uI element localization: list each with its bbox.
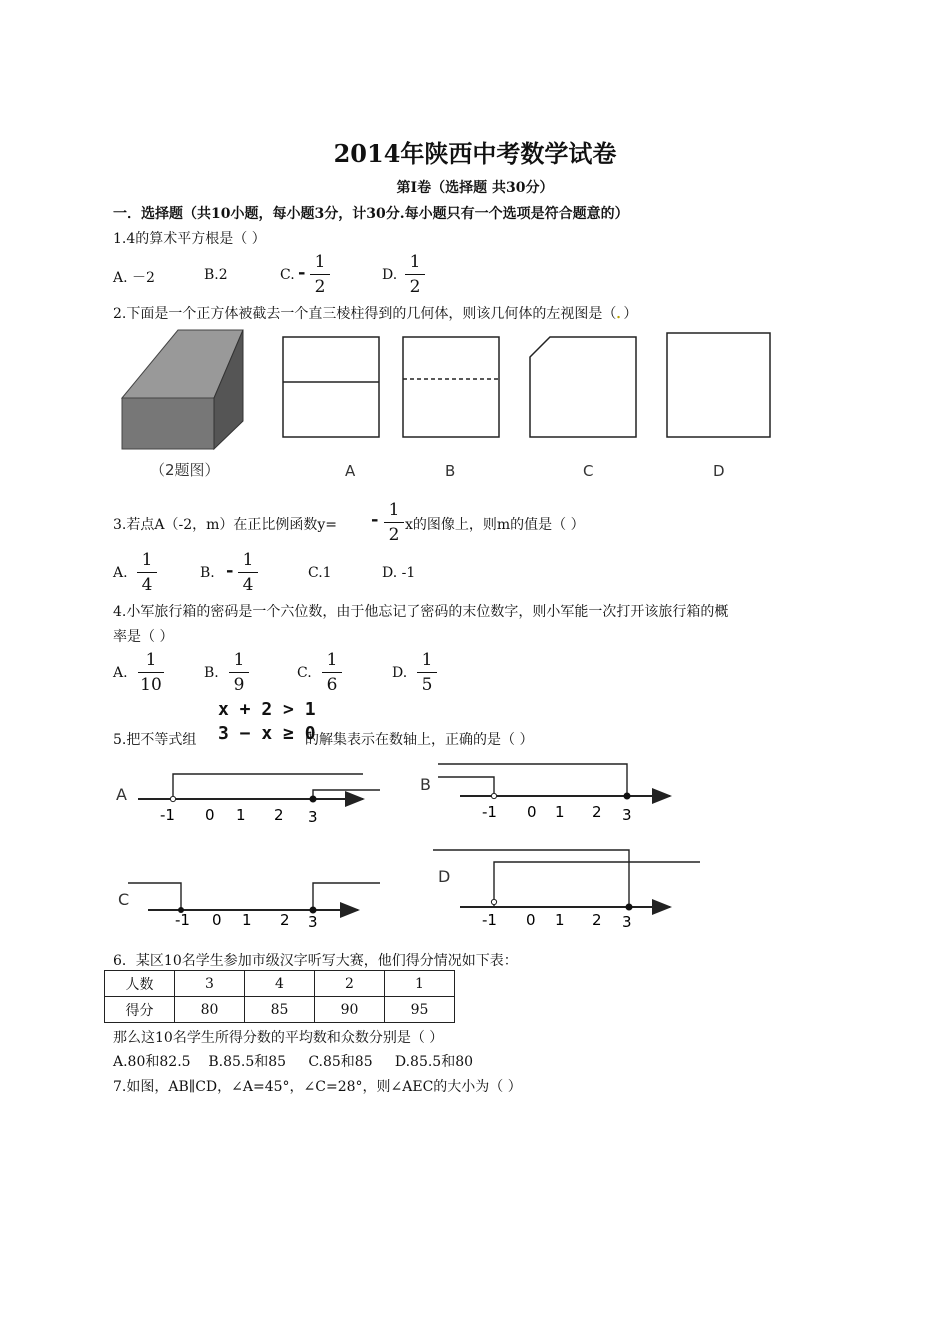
table-cell: 2 bbox=[315, 971, 385, 997]
q2-view-d bbox=[667, 333, 770, 437]
fraction-denominator: 4 bbox=[141, 575, 153, 595]
q4-option-c-fraction bbox=[322, 650, 342, 695]
q2-label-d: D bbox=[713, 462, 725, 480]
fraction-numerator: 1 bbox=[242, 550, 254, 570]
fraction-denominator: 6 bbox=[326, 675, 338, 695]
tick-label: 3 bbox=[308, 913, 318, 931]
q3-option-b-fraction bbox=[238, 550, 258, 595]
tick-label: 0 bbox=[526, 911, 536, 929]
tick-label: 1 bbox=[236, 806, 246, 824]
q2-stem-end: ） bbox=[623, 306, 638, 322]
q5-panel-c bbox=[118, 883, 380, 931]
tick-label: 2 bbox=[280, 911, 290, 929]
tick-label: 0 bbox=[527, 803, 537, 821]
q3-option-c: C.1 bbox=[308, 565, 332, 581]
q5-label-c: C bbox=[118, 890, 130, 909]
section-heading: 一．选择题（共10小题，每小题3分，计30分.每小题只有一个选项是符合题意的） bbox=[113, 206, 629, 222]
q4-option-c-label: C. bbox=[297, 665, 312, 681]
q4-option-a-fraction bbox=[138, 650, 164, 695]
q6-options: A.80和82.5 B.85.5和85 C.85和85 D.85.5和80 bbox=[113, 1054, 474, 1070]
table-cell: 85 bbox=[245, 997, 315, 1023]
fraction-numerator: 1 bbox=[409, 252, 421, 272]
q4-option-b-label: B. bbox=[204, 665, 219, 681]
q2-view-b bbox=[403, 337, 499, 437]
q6-question: 那么这10名学生所得分数的平均数和众数分别是（ ） bbox=[113, 1030, 444, 1046]
tick-label: 3 bbox=[622, 913, 632, 931]
tick-label: -1 bbox=[482, 911, 497, 929]
fraction-denominator: 5 bbox=[421, 675, 433, 695]
q5-stem-pre: 5.把不等式组 bbox=[113, 732, 197, 748]
q1-option-b: B.2 bbox=[204, 267, 228, 283]
q4-option-a-label: A. bbox=[113, 665, 128, 681]
q5-stem-post: 的解集表示在数轴上，正确的是（ ） bbox=[305, 732, 534, 748]
table-cell: 得分 bbox=[105, 997, 175, 1023]
q2-figure-caption: （2题图） bbox=[150, 461, 220, 479]
q4-option-b-fraction bbox=[229, 650, 249, 695]
q3-option-a-label: A. bbox=[113, 565, 128, 581]
table-cell: 90 bbox=[315, 997, 385, 1023]
q3-stem-fraction bbox=[384, 500, 404, 545]
tick-label: 1 bbox=[242, 911, 252, 929]
page-title: 2014年陕西中考数学试卷 bbox=[333, 139, 617, 168]
fraction-numerator: 1 bbox=[326, 650, 338, 670]
table-cell: 80 bbox=[175, 997, 245, 1023]
q3-option-d: D. -1 bbox=[382, 565, 416, 581]
q3-option-b-minus: - bbox=[226, 560, 234, 581]
table-cell: 1 bbox=[385, 971, 455, 997]
tick-label: -1 bbox=[175, 911, 190, 929]
q5-label-b: B bbox=[420, 775, 431, 794]
tick-label: 3 bbox=[622, 806, 632, 824]
tick-label: 0 bbox=[205, 806, 215, 824]
q5-inequality-1: x + 2 > 1 bbox=[218, 699, 316, 720]
q5-panel-a bbox=[116, 774, 380, 826]
tick-label: 1 bbox=[555, 803, 565, 821]
q6-stem: 6．某区10名学生参加市级汉字听写大赛，他们得分情况如下表： bbox=[113, 953, 518, 969]
q2-stem-dot: ． bbox=[616, 306, 624, 322]
fraction-denominator: 4 bbox=[242, 575, 254, 595]
fraction-denominator: 10 bbox=[140, 675, 162, 695]
fraction-numerator: 1 bbox=[421, 650, 433, 670]
tick-label: 1 bbox=[555, 911, 565, 929]
q2-label-a: A bbox=[345, 462, 356, 480]
fraction-numerator: 1 bbox=[388, 500, 400, 520]
fraction-denominator: 2 bbox=[388, 525, 400, 545]
q2-view-a bbox=[283, 337, 379, 437]
table-cell: 3 bbox=[175, 971, 245, 997]
q4-option-d-fraction bbox=[417, 650, 437, 695]
q1-option-c-minus: - bbox=[298, 262, 306, 283]
table-cell: 人数 bbox=[105, 971, 175, 997]
q5-label-d: D bbox=[438, 867, 451, 886]
q7-stem: 7.如图，AB∥CD，∠A=45°，∠C=28°，则∠AEC的大小为（ ） bbox=[113, 1079, 522, 1095]
q2-figures bbox=[110, 325, 790, 485]
q3-stem-minus: - bbox=[371, 509, 379, 530]
tick-label: 2 bbox=[274, 806, 284, 824]
table-cell: 4 bbox=[245, 971, 315, 997]
fraction-numerator: 1 bbox=[145, 650, 157, 670]
q2-view-c bbox=[530, 337, 636, 437]
q5-panel-b bbox=[420, 764, 670, 824]
tick-label: -1 bbox=[160, 806, 175, 824]
fraction-numerator: 1 bbox=[141, 550, 153, 570]
q1-option-a: A. －2 bbox=[113, 270, 155, 286]
fraction-numerator: 1 bbox=[233, 650, 245, 670]
q1-option-d-label: D. bbox=[382, 267, 398, 283]
fraction-denominator: 2 bbox=[314, 277, 326, 297]
q3-stem-pre: 3.若点A（-2，m）在正比例函数y= bbox=[113, 517, 338, 533]
q5-panel-d bbox=[433, 850, 700, 931]
q3-option-a-fraction bbox=[137, 550, 157, 595]
q2-stem-text: 2.下面是一个正方体被截去一个直三棱柱得到的几何体，则该几何体的左视图是（ bbox=[113, 306, 617, 322]
table-row bbox=[105, 971, 455, 997]
q2-label-b: B bbox=[445, 462, 456, 480]
q2-label-c: C bbox=[583, 462, 594, 480]
q5-number-lines bbox=[108, 752, 708, 937]
q4-stem-line1: 4.小军旅行箱的密码是一个六位数，由于他忘记了密码的末位数字，则小军能一次打开该旅行箱的概 bbox=[113, 604, 729, 620]
q4-option-d-label: D. bbox=[392, 665, 408, 681]
paper-subtitle: 第Ⅰ卷（选择题 共30分） bbox=[396, 180, 554, 196]
tick-label: 0 bbox=[212, 911, 222, 929]
q5-inequality-2: 3 − x ≥ 0 bbox=[218, 723, 316, 744]
q4-stem-line2: 率是（ ） bbox=[113, 629, 174, 645]
q5-label-a: A bbox=[116, 785, 127, 804]
q3-stem-post: x的图像上，则m的值是（ ） bbox=[405, 517, 585, 533]
tick-label: 2 bbox=[592, 803, 602, 821]
q2-stem bbox=[113, 303, 637, 323]
table-row bbox=[105, 997, 455, 1023]
fraction-numerator: 1 bbox=[314, 252, 326, 272]
q2-solid-figure bbox=[122, 330, 243, 449]
fraction-denominator: 2 bbox=[409, 277, 421, 297]
q1-option-d-fraction bbox=[405, 252, 425, 297]
tick-label: -1 bbox=[482, 803, 497, 821]
tick-label: 3 bbox=[308, 808, 318, 826]
q1-stem: 1.4的算术平方根是（ ） bbox=[113, 231, 266, 247]
tick-label: 2 bbox=[592, 911, 602, 929]
fraction-denominator: 9 bbox=[233, 675, 245, 695]
q1-option-c-label: C. bbox=[280, 267, 295, 283]
q3-option-b-label: B. bbox=[200, 565, 215, 581]
q1-option-c-fraction bbox=[310, 252, 330, 297]
q6-score-table bbox=[104, 970, 455, 1023]
table-cell: 95 bbox=[385, 997, 455, 1023]
